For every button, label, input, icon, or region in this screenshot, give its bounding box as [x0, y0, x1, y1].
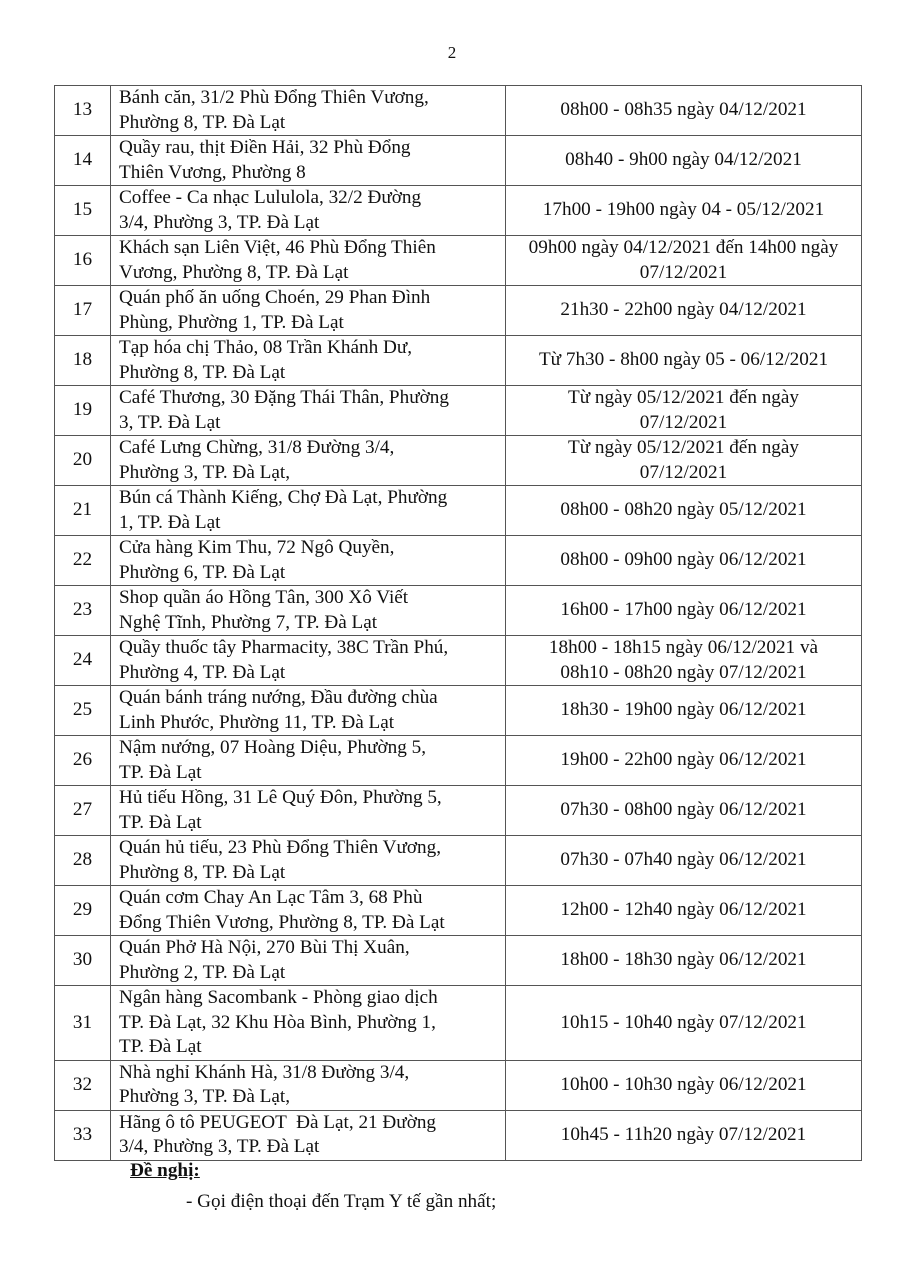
location-line: Cửa hàng Kim Thu, 72 Ngô Quyền,: [119, 537, 395, 558]
time-line: 07h30 - 07h40 ngày 06/12/2021: [560, 849, 807, 871]
time-line: 08h00 - 08h20 ngày 05/12/2021: [560, 499, 807, 521]
time-cell: [506, 236, 862, 286]
table-body: [55, 86, 862, 1161]
location-cell: [111, 636, 506, 686]
row-number: 13: [55, 86, 111, 136]
location-line: 3/4, Phường 3, TP. Đà Lạt: [119, 211, 320, 233]
location-line: Quán Phở Hà Nội, 270 Bùi Thị Xuân,: [119, 937, 410, 958]
time-cell: [506, 686, 862, 736]
row-number: 21: [55, 486, 111, 536]
proposal-heading: Đề nghị:: [130, 1160, 200, 1181]
table-row: [55, 536, 862, 586]
location-line: Vương, Phường 8, TP. Đà Lạt: [119, 261, 349, 283]
table-row: [55, 486, 862, 536]
location-cell: [111, 86, 506, 136]
time-line: 10h15 - 10h40 ngày 07/12/2021: [560, 1011, 807, 1033]
location-cell: [111, 186, 506, 236]
table-row: [55, 686, 862, 736]
page-number: 2: [447, 43, 457, 62]
row-number: 30: [55, 936, 111, 986]
table-row: [55, 936, 862, 986]
location-line: Café Thương, 30 Đặng Thái Thân, Phường: [119, 387, 449, 408]
time-cell: [506, 886, 862, 936]
location-line: Linh Phước, Phường 11, TP. Đà Lạt: [119, 711, 395, 733]
location-cell: [111, 436, 506, 486]
location-line: Phùng, Phường 1, TP. Đà Lạt: [119, 311, 344, 333]
location-line: Quán phố ăn uống Choén, 29 Phan Đình: [119, 287, 431, 308]
table-row: [55, 786, 862, 836]
time-cell: [506, 586, 862, 636]
location-line: Thiên Vương, Phường 8: [119, 161, 306, 183]
time-cell: [506, 436, 862, 486]
row-number: 19: [55, 386, 111, 436]
table-row: [55, 286, 862, 336]
location-line: Bún cá Thành Kiếng, Chợ Đà Lạt, Phường: [119, 487, 448, 508]
location-cell: [111, 386, 506, 436]
location-cell: [111, 336, 506, 386]
row-number: 31: [55, 986, 111, 1061]
row-number: 15: [55, 186, 111, 236]
time-line: 07/12/2021: [639, 461, 728, 483]
location-cell: [111, 1110, 506, 1160]
location-cell: [111, 886, 506, 936]
row-number: 18: [55, 336, 111, 386]
table-row: [55, 86, 862, 136]
table-row: [55, 586, 862, 636]
table-row: [55, 886, 862, 936]
time-line: Từ ngày 05/12/2021 đến ngày: [567, 437, 800, 458]
row-number: 28: [55, 836, 111, 886]
location-cell: [111, 286, 506, 336]
location-line: Quán hủ tiếu, 23 Phù Đổng Thiên Vương,: [119, 837, 442, 858]
table-row: [55, 1060, 862, 1110]
location-line: Ngân hàng Sacombank - Phòng giao dịch: [119, 987, 438, 1008]
time-cell: [506, 936, 862, 986]
table-row: [55, 336, 862, 386]
table-row: [55, 386, 862, 436]
time-cell: [506, 1110, 862, 1160]
table-row: [55, 136, 862, 186]
table-row: [55, 186, 862, 236]
time-line: 21h30 - 22h00 ngày 04/12/2021: [560, 299, 807, 321]
location-line: Đổng Thiên Vương, Phường 8, TP. Đà Lạt: [119, 911, 445, 933]
row-number: 24: [55, 636, 111, 686]
table-row: [55, 836, 862, 886]
row-number: 26: [55, 736, 111, 786]
location-cell: [111, 786, 506, 836]
time-cell: [506, 536, 862, 586]
location-line: Shop quần áo Hồng Tân, 300 Xô Viết: [119, 587, 409, 608]
location-line: TP. Đà Lạt: [119, 761, 202, 783]
location-line: Bánh căn, 31/2 Phù Đổng Thiên Vương,: [119, 87, 429, 108]
time-cell: [506, 1060, 862, 1110]
location-line: Phường 8, TP. Đà Lạt: [119, 861, 286, 883]
time-line: 07/12/2021: [639, 261, 728, 283]
location-line: Quầy rau, thịt Điền Hải, 32 Phù Đổng: [119, 137, 411, 158]
time-line: Từ ngày 05/12/2021 đến ngày: [567, 387, 800, 408]
location-line: TP. Đà Lạt: [119, 811, 202, 833]
location-cell: [111, 986, 506, 1061]
location-cell: [111, 836, 506, 886]
time-cell: [506, 186, 862, 236]
time-cell: [506, 986, 862, 1061]
location-line: Phường 4, TP. Đà Lạt: [119, 661, 286, 683]
time-line: 19h00 - 22h00 ngày 06/12/2021: [560, 749, 807, 771]
row-number: 33: [55, 1110, 111, 1160]
table-row: [55, 986, 862, 1061]
row-number: 23: [55, 586, 111, 636]
location-line: Phường 8, TP. Đà Lạt: [119, 361, 286, 383]
location-line: Quán cơm Chay An Lạc Tâm 3, 68 Phù: [119, 887, 423, 908]
location-cell: [111, 236, 506, 286]
time-cell: [506, 486, 862, 536]
location-line: Coffee - Ca nhạc Lululola, 32/2 Đường: [119, 187, 422, 208]
location-line: Nghệ Tĩnh, Phường 7, TP. Đà Lạt: [119, 611, 378, 633]
time-line: 07/12/2021: [639, 411, 728, 433]
time-line: 17h00 - 19h00 ngày 04 - 05/12/2021: [542, 199, 825, 221]
time-cell: [506, 136, 862, 186]
table-row: [55, 736, 862, 786]
table-row: [55, 236, 862, 286]
row-number: 14: [55, 136, 111, 186]
time-line: 09h00 ngày 04/12/2021 đến 14h00 ngày: [528, 237, 839, 258]
time-line: 10h45 - 11h20 ngày 07/12/2021: [560, 1123, 807, 1145]
location-cell: [111, 736, 506, 786]
row-number: 27: [55, 786, 111, 836]
time-cell: [506, 786, 862, 836]
time-line: 07h30 - 08h00 ngày 06/12/2021: [560, 799, 807, 821]
table-row: [55, 1110, 862, 1160]
time-cell: [506, 336, 862, 386]
time-line: 08h10 - 08h20 ngày 07/12/2021: [560, 661, 807, 683]
location-line: Hủ tiếu Hồng, 31 Lê Quý Đôn, Phường 5,: [119, 787, 442, 808]
location-line: Phường 3, TP. Đà Lạt,: [119, 1086, 291, 1107]
location-line: Tạp hóa chị Thảo, 08 Trần Khánh Dư,: [119, 337, 413, 358]
location-line: Quầy thuốc tây Pharmacity, 38C Trần Phú,: [119, 637, 449, 658]
row-number: 17: [55, 286, 111, 336]
time-line: 08h00 - 09h00 ngày 06/12/2021: [560, 549, 807, 571]
time-cell: [506, 86, 862, 136]
location-line: TP. Đà Lạt: [119, 1036, 202, 1057]
row-number: 29: [55, 886, 111, 936]
time-line: 12h00 - 12h40 ngày 06/12/2021: [560, 899, 807, 921]
exposure-locations-table: [54, 85, 862, 1161]
location-cell: [111, 1060, 506, 1110]
location-line: Nậm nướng, 07 Hoàng Diệu, Phường 5,: [119, 737, 427, 758]
table-row: [55, 436, 862, 486]
advice-item: - Gọi điện thoại đến Trạm Y tế gần nhất;: [186, 1191, 497, 1212]
time-cell: [506, 386, 862, 436]
time-line: 10h00 - 10h30 ngày 06/12/2021: [560, 1073, 807, 1095]
location-line: Phường 3, TP. Đà Lạt,: [119, 461, 291, 483]
location-line: 3, TP. Đà Lạt: [119, 411, 221, 433]
time-cell: [506, 836, 862, 886]
location-cell: [111, 586, 506, 636]
location-cell: [111, 686, 506, 736]
time-line: 18h30 - 19h00 ngày 06/12/2021: [560, 699, 807, 721]
location-cell: [111, 136, 506, 186]
row-number: 32: [55, 1060, 111, 1110]
location-line: 1, TP. Đà Lạt: [119, 511, 221, 533]
row-number: 20: [55, 436, 111, 486]
location-line: TP. Đà Lạt, 32 Khu Hòa Bình, Phường 1,: [119, 1011, 436, 1033]
location-line: Phường 6, TP. Đà Lạt: [119, 561, 286, 583]
location-cell: [111, 536, 506, 586]
location-line: 3/4, Phường 3, TP. Đà Lạt: [119, 1136, 320, 1157]
row-number: 16: [55, 236, 111, 286]
time-line: 18h00 - 18h15 ngày 06/12/2021 và: [548, 637, 819, 658]
table-row: [55, 636, 862, 686]
time-cell: [506, 286, 862, 336]
location-line: Nhà nghỉ Khánh Hà, 31/8 Đường 3/4,: [119, 1061, 410, 1083]
location-line: Phường 8, TP. Đà Lạt: [119, 111, 286, 133]
location-line: Khách sạn Liên Việt, 46 Phù Đổng Thiên: [119, 237, 436, 258]
location-cell: [111, 936, 506, 986]
time-line: 16h00 - 17h00 ngày 06/12/2021: [560, 599, 807, 621]
time-line: 18h00 - 18h30 ngày 06/12/2021: [560, 949, 807, 971]
time-cell: [506, 736, 862, 786]
time-line: Từ 7h30 - 8h00 ngày 05 - 06/12/2021: [538, 349, 829, 371]
time-line: 08h00 - 08h35 ngày 04/12/2021: [560, 99, 807, 121]
location-line: Phường 2, TP. Đà Lạt: [119, 961, 286, 983]
time-line: 08h40 - 9h00 ngày 04/12/2021: [565, 149, 802, 171]
row-number: 22: [55, 536, 111, 586]
location-line: Quán bánh tráng nướng, Đầu đường chùa: [119, 687, 438, 708]
location-line: Café Lưng Chừng, 31/8 Đường 3/4,: [119, 437, 395, 458]
time-cell: [506, 636, 862, 686]
location-line: Hãng ô tô PEUGEOT Đà Lạt, 21 Đường: [119, 1111, 437, 1133]
row-number: 25: [55, 686, 111, 736]
location-cell: [111, 486, 506, 536]
